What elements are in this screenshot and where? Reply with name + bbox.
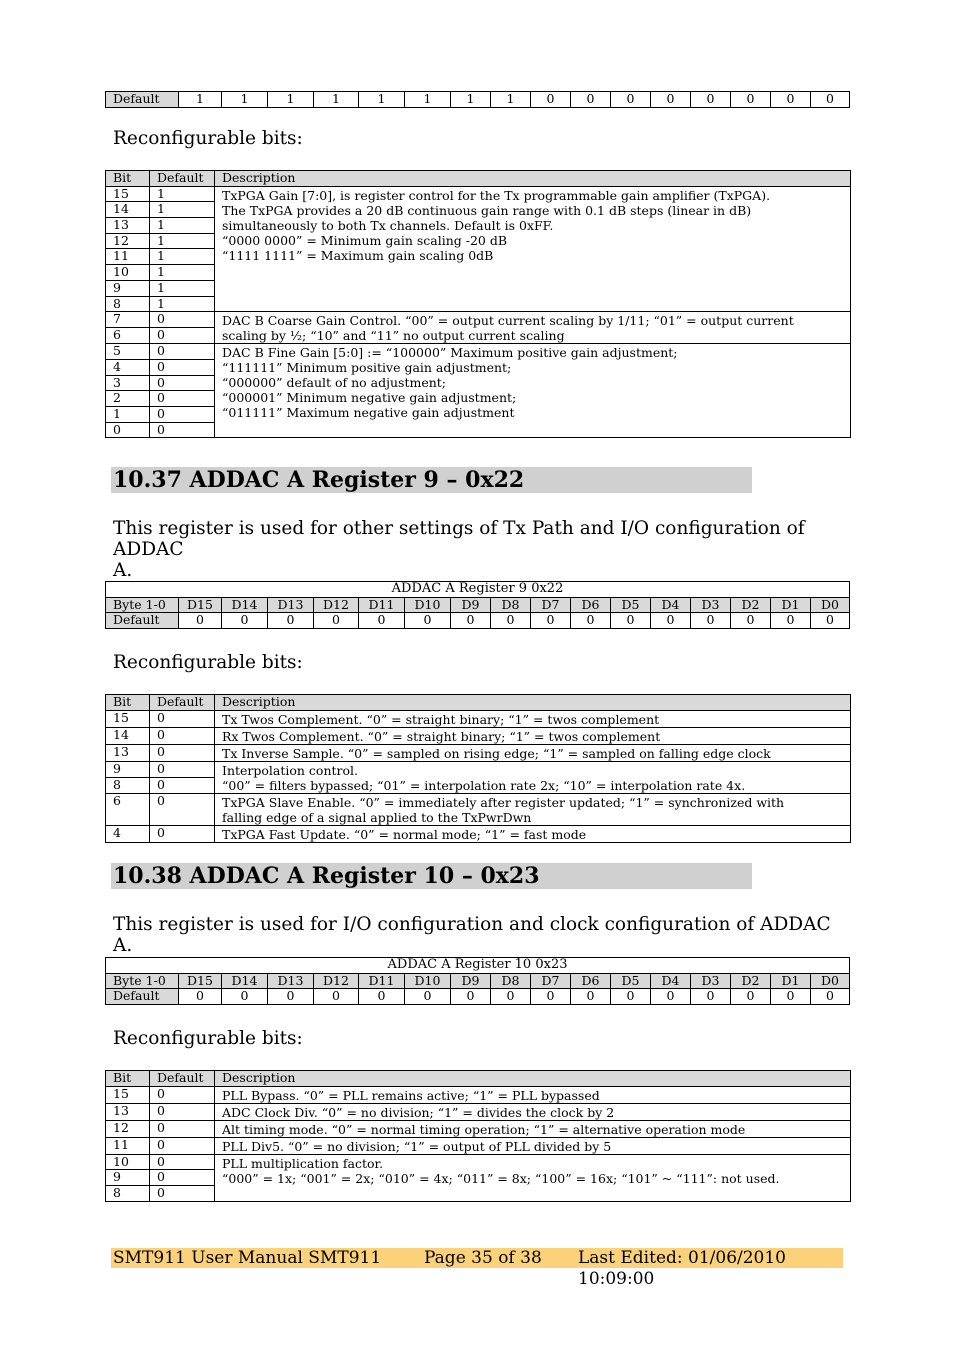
table-header-row (106, 1071, 851, 1087)
page-footer (111, 1248, 843, 1289)
description-line: “011111” Maximum negative gain adjustment (222, 405, 515, 421)
paragraph-line: A. (113, 560, 133, 581)
bit-number-cell: 11 (106, 249, 150, 265)
table-row (106, 761, 851, 777)
column-header: Default (150, 171, 215, 187)
default-value-cell: 0 (811, 989, 850, 1005)
footer-page-number: Page 35 of 38 (424, 1248, 542, 1268)
table-row (106, 958, 850, 974)
bit-description-cell (215, 793, 851, 825)
bit-name-cell: D3 (691, 597, 731, 613)
bit-name-cell: D2 (731, 973, 771, 989)
bit-default-cell: 0 (150, 761, 215, 777)
description-line: TxPGA Gain [7:0], is register control for the Tx programmable gain amplifier (TxPGA). (222, 187, 771, 203)
description-line: simultaneously to both Tx channels. Default is 0xFF. (222, 217, 554, 233)
description-line: scaling by ½; “10” and “11” no output current scaling (222, 328, 565, 344)
bit-number-cell: 10 (106, 265, 150, 281)
column-header: Bit (106, 695, 150, 711)
description-line: “000001” Minimum negative gain adjustment; (222, 390, 517, 406)
description-line: TxPGA Slave Enable. “0” = immediately after register updated; “1” = synchronized with (222, 794, 785, 810)
bit-name-cell: D13 (268, 597, 314, 613)
bit-name-cell: D12 (314, 973, 359, 989)
bit-default-cell: 1 (150, 202, 215, 218)
default-value-cell: 0 (771, 92, 811, 108)
bit-number-cell: 2 (106, 391, 150, 407)
default-value-cell: 0 (405, 989, 451, 1005)
bit-default-cell: 0 (150, 777, 215, 793)
register-title: ADDAC A Register 10 0x23 (106, 958, 850, 974)
bit-description-cell (215, 186, 851, 312)
bit-number-cell: 8 (106, 777, 150, 793)
column-header: Bit (106, 1071, 150, 1087)
default-label: Default (106, 989, 179, 1005)
table-row (106, 344, 851, 360)
default-value-cell: 0 (651, 613, 691, 629)
bit-name-cell: D9 (451, 973, 491, 989)
bit-default-cell: 0 (150, 793, 215, 825)
default-value-cell: 0 (179, 989, 222, 1005)
bit-name-cell: D5 (611, 973, 651, 989)
default-value-cell: 0 (451, 613, 491, 629)
table-row (106, 744, 851, 761)
bit-default-cell: 1 (150, 265, 215, 281)
bit-name-cell: D0 (811, 973, 850, 989)
table-row (106, 793, 851, 825)
bit-number-cell: 8 (106, 296, 150, 312)
bit-default-cell: 0 (150, 1086, 215, 1103)
bit-number-cell: 14 (106, 727, 150, 744)
bit-description-cell (215, 761, 851, 793)
table-row (106, 613, 850, 629)
bit-name-cell: D14 (222, 597, 268, 613)
description-line: Tx Twos Complement. “0” = straight binary; “1” = twos complement (222, 711, 660, 727)
bit-description-cell (215, 744, 851, 761)
column-header: Description (215, 1071, 851, 1087)
default-value-cell: 0 (811, 613, 850, 629)
default-value-cell: 0 (222, 613, 268, 629)
default-value-cell: 1 (222, 92, 268, 108)
bit-default-cell: 0 (150, 1103, 215, 1120)
description-line: DAC B Fine Gain [5:0] := “100000” Maximum positive gain adjustment; (222, 345, 678, 361)
table-row (106, 710, 851, 727)
bit-default-cell: 0 (150, 1170, 215, 1186)
footer-last-edited: Last Edited: 01/06/2010 10:09:00 (578, 1248, 787, 1289)
bit-name-cell: D10 (405, 597, 451, 613)
default-value-cell: 0 (451, 989, 491, 1005)
bit-name-cell: D2 (731, 597, 771, 613)
bit-name-cell: D15 (179, 973, 222, 989)
reconfigurable-bits-label: Reconfigurable bits: (113, 128, 303, 149)
table-row (106, 582, 850, 598)
register-9-table (105, 581, 850, 629)
default-value-cell: 0 (691, 92, 731, 108)
description-line: “000000” default of no adjustment; (222, 375, 447, 391)
default-value-cell: 0 (571, 613, 611, 629)
description-line: “000” = 1x; “001” = 2x; “010” = 4x; “011” = 8x; “100” = 16x; “101” ~ “111”: not used. (222, 1170, 780, 1186)
description-line: “1111 1111” = Maximum gain scaling 0dB (222, 247, 494, 263)
default-value-cell: 0 (771, 989, 811, 1005)
default-value-cell: 1 (179, 92, 222, 108)
bit-description-cell (215, 1120, 851, 1137)
default-value-cell: 0 (268, 613, 314, 629)
bit-default-cell: 0 (150, 727, 215, 744)
table-row (106, 989, 850, 1005)
default-value-cell: 0 (571, 989, 611, 1005)
bit-default-cell: 1 (150, 249, 215, 265)
bit-number-cell: 10 (106, 1154, 150, 1170)
bit-default-cell: 0 (150, 825, 215, 842)
default-value-cell: 0 (811, 92, 850, 108)
reconfigurable-bits-label: Reconfigurable bits: (113, 652, 303, 673)
bit-default-cell: 0 (150, 312, 215, 328)
table-header-row (106, 695, 851, 711)
table-row (106, 1103, 851, 1120)
bit-default-cell: 1 (150, 233, 215, 249)
bit-number-cell: 3 (106, 375, 150, 391)
bit-number-cell: 15 (106, 186, 150, 202)
bit-default-cell: 0 (150, 1186, 215, 1202)
bit-default-cell: 1 (150, 296, 215, 312)
table-row (106, 1120, 851, 1137)
column-header: Description (215, 171, 851, 187)
default-value-cell: 0 (691, 989, 731, 1005)
default-value-cell: 0 (359, 989, 405, 1005)
table-header-row (106, 171, 851, 187)
bit-name-cell: D8 (491, 597, 531, 613)
description-line: TxPGA Fast Update. “0” = normal mode; “1” = fast mode (222, 826, 587, 842)
bit-name-cell: D5 (611, 597, 651, 613)
description-line: PLL Div5. “0” = no division; “1” = output of PLL divided by 5 (222, 1138, 612, 1154)
bit-number-cell: 8 (106, 1186, 150, 1202)
bit-default-cell: 1 (150, 186, 215, 202)
bit-name-cell: D14 (222, 973, 268, 989)
bit-description-cell (215, 1086, 851, 1103)
default-value-cell: 0 (491, 989, 531, 1005)
bit-default-cell: 0 (150, 1120, 215, 1137)
bit-description-cell (215, 1103, 851, 1120)
bit-name-cell: D6 (571, 597, 611, 613)
bit-name-cell: D7 (531, 597, 571, 613)
bit-default-cell: 0 (150, 375, 215, 391)
bit-number-cell: 9 (106, 1170, 150, 1186)
bit-number-cell: 6 (106, 328, 150, 344)
bit-name-cell: D8 (491, 973, 531, 989)
bit-default-cell: 0 (150, 422, 215, 438)
description-line: ADC Clock Div. “0” = no division; “1” = divides the clock by 2 (222, 1104, 615, 1120)
description-line: falling edge of a signal applied to the TxPwrDwn (222, 809, 532, 825)
default-value-cell: 0 (611, 989, 651, 1005)
table-row (106, 973, 850, 989)
default-value-cell: 0 (651, 989, 691, 1005)
default-value-cell: 0 (571, 92, 611, 108)
bit-number-cell: 9 (106, 761, 150, 777)
bit-description-cell (215, 727, 851, 744)
default-value-cell: 1 (491, 92, 531, 108)
bit-number-cell: 5 (106, 344, 150, 360)
bit-number-cell: 0 (106, 422, 150, 438)
default-value-cell: 0 (268, 989, 314, 1005)
table-row (106, 597, 850, 613)
table-row (106, 186, 851, 202)
bit-number-cell: 6 (106, 793, 150, 825)
default-value-cell: 0 (531, 989, 571, 1005)
default-value-cell: 0 (731, 989, 771, 1005)
bit-name-cell: D4 (651, 597, 691, 613)
reconfigurable-bits-table (105, 1070, 851, 1202)
bit-name-cell: D1 (771, 597, 811, 613)
bit-number-cell: 13 (106, 1103, 150, 1120)
default-value-cell: 1 (451, 92, 491, 108)
section-heading-10-37: 10.37 ADDAC A Register 9 – 0x22 (111, 467, 752, 493)
bit-name-cell: D7 (531, 973, 571, 989)
bit-default-cell: 1 (150, 218, 215, 234)
bit-name-cell: D11 (359, 597, 405, 613)
bit-default-cell: 0 (150, 1154, 215, 1170)
default-value-cell: 0 (611, 92, 651, 108)
default-value-cell: 0 (731, 613, 771, 629)
bit-description-cell (215, 344, 851, 438)
description-line: The TxPGA provides a 20 dB continuous gain range with 0.1 dB steps (linear in dB) (222, 202, 752, 218)
byte-label: Byte 1-0 (106, 597, 179, 613)
bit-default-cell: 0 (150, 344, 215, 360)
description-line: “00” = filters bypassed; “01” = interpolation rate 2x; “10” = interpolation rate 4x. (222, 777, 746, 793)
bit-default-cell: 0 (150, 328, 215, 344)
bit-name-cell: D11 (359, 973, 405, 989)
bit-number-cell: 11 (106, 1137, 150, 1154)
bit-number-cell: 4 (106, 359, 150, 375)
default-value-cell: 0 (691, 613, 731, 629)
footer-document-title: SMT911 User Manual SMT911 (113, 1248, 382, 1268)
column-header: Description (215, 695, 851, 711)
column-header: Default (150, 695, 215, 711)
bit-description-cell (215, 1137, 851, 1154)
default-value-cell: 0 (611, 613, 651, 629)
reconfigurable-bits-table (105, 694, 851, 843)
bit-number-cell: 13 (106, 218, 150, 234)
bit-description-cell (215, 312, 851, 344)
bit-default-cell: 0 (150, 406, 215, 422)
default-value-cell: 1 (359, 92, 405, 108)
bit-default-cell: 0 (150, 1137, 215, 1154)
description-line: Tx Inverse Sample. “0” = sampled on rising edge; “1” = sampled on falling edge clock (222, 745, 771, 761)
description-line: DAC B Coarse Gain Control. “00” = output current scaling by 1/11; “01” = output current (222, 313, 794, 329)
table-row (106, 1137, 851, 1154)
bit-name-cell: D9 (451, 597, 491, 613)
bit-number-cell: 13 (106, 744, 150, 761)
bit-name-cell: D13 (268, 973, 314, 989)
default-value-cell: 1 (405, 92, 451, 108)
byte-label: Byte 1-0 (106, 973, 179, 989)
default-value-cell: 0 (222, 989, 268, 1005)
description-line: “0000 0000” = Minimum gain scaling -20 dB (222, 232, 508, 248)
bit-number-cell: 12 (106, 233, 150, 249)
table-row (106, 92, 850, 108)
register-10-table (105, 957, 850, 1005)
default-value-cell: 0 (531, 613, 571, 629)
column-header: Default (150, 1071, 215, 1087)
default-value-cell: 1 (268, 92, 314, 108)
bit-number-cell: 9 (106, 280, 150, 296)
bit-default-cell: 0 (150, 744, 215, 761)
bit-name-cell: D15 (179, 597, 222, 613)
default-value-cell: 1 (314, 92, 359, 108)
bit-default-cell: 1 (150, 280, 215, 296)
register-default-row-table (105, 91, 850, 108)
section-heading-10-38: 10.38 ADDAC A Register 10 – 0x23 (111, 863, 752, 889)
description-line: Alt timing mode. “0” = normal timing operation; “1” = alternative operation mode (222, 1121, 746, 1137)
bit-default-cell: 0 (150, 391, 215, 407)
table-row (106, 727, 851, 744)
description-line: PLL multiplication factor. (222, 1155, 384, 1171)
reconfigurable-bits-table (105, 170, 851, 438)
bit-number-cell: 15 (106, 1086, 150, 1103)
default-value-cell: 0 (405, 613, 451, 629)
default-value-cell: 0 (314, 613, 359, 629)
description-line: “111111” Minimum positive gain adjustment; (222, 360, 512, 376)
default-value-cell: 0 (531, 92, 571, 108)
bit-number-cell: 7 (106, 312, 150, 328)
bit-number-cell: 14 (106, 202, 150, 218)
default-value-cell: 0 (651, 92, 691, 108)
section-10-37-paragraph (113, 518, 833, 581)
bit-default-cell: 0 (150, 710, 215, 727)
default-label: Default (106, 613, 179, 629)
table-row (106, 1086, 851, 1103)
default-value-cell: 0 (731, 92, 771, 108)
default-value-cell: 0 (359, 613, 405, 629)
description-line: Rx Twos Complement. “0” = straight binary; “1” = twos complement (222, 728, 661, 744)
description-line: PLL Bypass. “0” = PLL remains active; “1” = PLL bypassed (222, 1087, 600, 1103)
section-10-38-paragraph: This register is used for I/O configuration and clock configuration of ADDAC A. (113, 914, 831, 956)
default-label: Default (106, 92, 179, 108)
default-value-cell: 0 (491, 613, 531, 629)
paragraph-line: This register is used for other settings of Tx Path and I/O configuration of ADDAC (113, 518, 805, 560)
bit-number-cell: 4 (106, 825, 150, 842)
bit-name-cell: D0 (811, 597, 850, 613)
bit-name-cell: D10 (405, 973, 451, 989)
table-row (106, 312, 851, 328)
default-value-cell: 0 (771, 613, 811, 629)
bit-name-cell: D12 (314, 597, 359, 613)
bit-name-cell: D3 (691, 973, 731, 989)
default-value-cell: 0 (179, 613, 222, 629)
bit-description-cell (215, 710, 851, 727)
table-row (106, 1154, 851, 1170)
bit-name-cell: D4 (651, 973, 691, 989)
reconfigurable-bits-label: Reconfigurable bits: (113, 1028, 303, 1049)
bit-default-cell: 0 (150, 359, 215, 375)
description-line: Interpolation control. (222, 762, 359, 778)
bit-name-cell: D1 (771, 973, 811, 989)
bit-number-cell: 12 (106, 1120, 150, 1137)
register-title: ADDAC A Register 9 0x22 (106, 582, 850, 598)
bit-description-cell (215, 1154, 851, 1201)
table-row (106, 825, 851, 842)
bit-number-cell: 15 (106, 710, 150, 727)
bit-description-cell (215, 825, 851, 842)
bit-number-cell: 1 (106, 406, 150, 422)
default-value-cell: 0 (314, 989, 359, 1005)
column-header: Bit (106, 171, 150, 187)
bit-name-cell: D6 (571, 973, 611, 989)
